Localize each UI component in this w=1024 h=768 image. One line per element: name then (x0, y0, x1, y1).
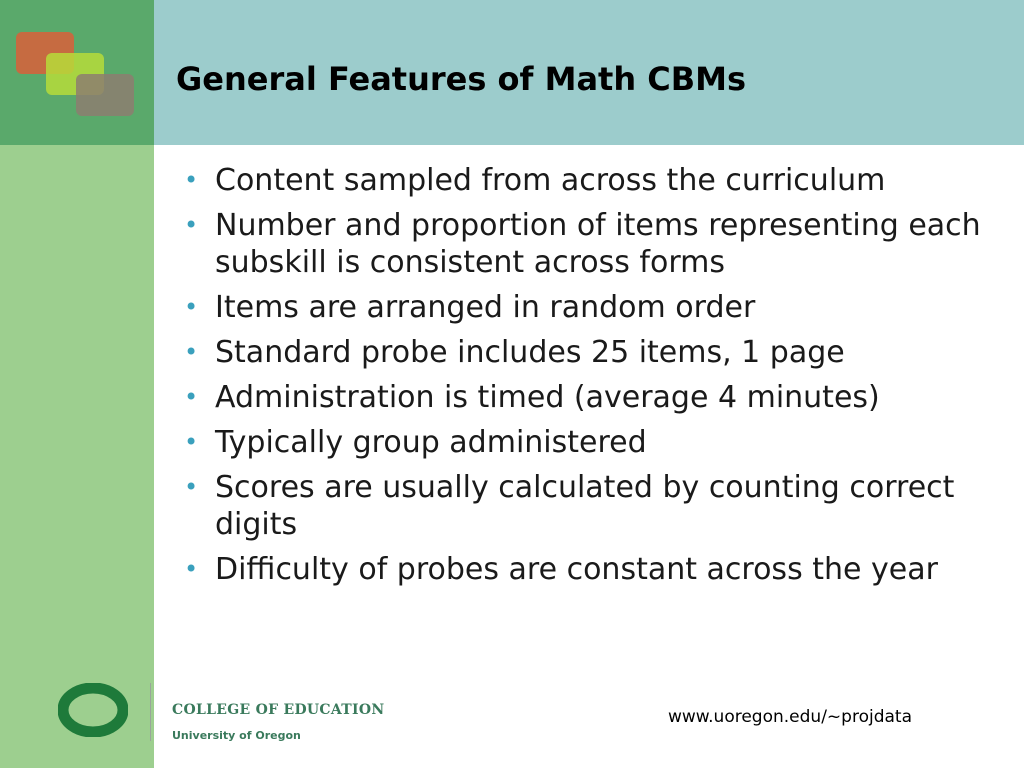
bullet-text: Items are arranged in random order (215, 290, 756, 325)
college-of-education-label: COLLEGE OF EDUCATION (172, 702, 385, 718)
bullet-item (184, 334, 984, 371)
decorative-square-gray (76, 74, 134, 116)
bullet-text: Administration is timed (average 4 minutes) (215, 380, 880, 415)
bullet-item (184, 469, 984, 543)
bullet-icon: • (184, 428, 199, 456)
bullet-item (184, 162, 984, 199)
footer-url: www.uoregon.edu/~projdata (668, 707, 912, 727)
bullet-icon: • (184, 338, 199, 366)
bullet-item (184, 207, 984, 281)
bullet-item (184, 379, 984, 416)
bullet-icon: • (184, 383, 199, 411)
slide-title: General Features of Math CBMs (176, 60, 747, 98)
bullet-text: Content sampled from across the curriculum (215, 163, 886, 198)
footer-divider (150, 683, 151, 741)
bullet-item (184, 289, 984, 326)
bullet-icon: • (184, 293, 199, 321)
bullet-text: Difficulty of probes are constant across the year (215, 552, 938, 587)
bullet-icon: • (184, 211, 199, 239)
bullet-icon: • (184, 166, 199, 194)
bullet-list (184, 162, 984, 596)
bullet-item (184, 424, 984, 461)
bullet-text: Standard probe includes 25 items, 1 page (215, 335, 845, 370)
university-label: University of Oregon (172, 729, 301, 742)
bullet-icon: • (184, 555, 199, 583)
bullet-item (184, 551, 984, 588)
bullet-icon: • (184, 473, 199, 501)
bullet-text: Number and proportion of items representing each subskill is consistent across forms (215, 208, 981, 280)
bullet-text: Typically group administered (215, 425, 647, 460)
bullet-text: Scores are usually calculated by counting correct digits (215, 470, 955, 542)
uo-o-logo-icon (58, 683, 128, 737)
